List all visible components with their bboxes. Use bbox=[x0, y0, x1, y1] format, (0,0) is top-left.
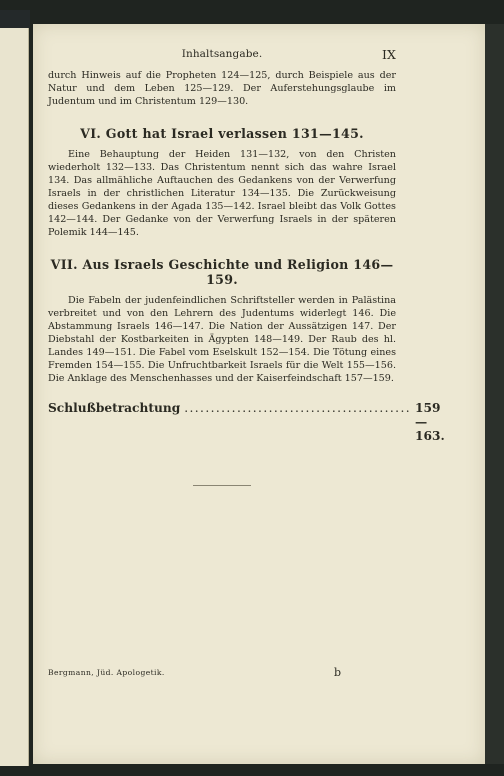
section-body-vi: Eine Behauptung der Heiden 131—132, von den Christen wiederholt 132—133. Das Christentum nennt sich das wahre Israel 134. Das allmähliche Auftauchen des Gedankens von der Verwerfung Israels in der christlichen Literatur 134—135. Die Zurückweisung dieses Gedankens in der Agada 135—142. Israel bleibt das Volk Gottes 142—144. Der Gedanke von der Verwerfung Israels in der späteren Polemik 144—145. bbox=[48, 149, 396, 238]
section-heading-vii: VII. Aus Israels Geschichte und Religion 146—159. bbox=[50, 257, 394, 287]
footer-imprint: Bergmann, Jüd. Apologetik. bbox=[48, 668, 165, 677]
closing-rule bbox=[193, 485, 251, 486]
section-heading-vi: VI. Gott hat Israel verlassen 131—145. bbox=[80, 126, 364, 141]
page-content bbox=[48, 47, 445, 486]
running-head bbox=[48, 48, 396, 62]
book-spine bbox=[485, 24, 504, 764]
signature-mark: b bbox=[334, 666, 342, 679]
conclusion-leader-dots: ........................................... bbox=[184, 401, 412, 415]
conclusion-pages: 159—163. bbox=[415, 401, 445, 443]
page-numeral: IX bbox=[381, 47, 396, 62]
page-footer bbox=[48, 668, 396, 682]
previous-page-edge bbox=[0, 10, 29, 766]
continuation-paragraph: durch Hinweis auf die Propheten 124—125, durch Beispiele aus der Natur und dem Leben 125—129. Der Auferstehungsglaube im Judentum und im Christentum 129—130. bbox=[48, 70, 396, 107]
running-head-title: Inhaltsangabe. bbox=[181, 48, 263, 60]
binding-tab bbox=[0, 10, 30, 28]
section-body-vii: Die Fabeln der judenfeindlichen Schriftsteller werden in Palästina verbreitet und von den Lehrern des Judentums widerlegt 146. Die Abstammung Israels 146—147. Die Nation der Aussätzigen 147. Der Diebstahl der Kostbarkeiten in Ägypten 148—149. Der Raub des hl. Landes 149—151. Die Fabel vom Eselskult 152—154. Die Tötung eines Fremden 154—155. Die Unfruchtbarkeit Israels für die Welt 155—156. Die Anklage des Menschenhasses und der Kaiserfeindschaft 157—159. bbox=[48, 295, 396, 384]
conclusion-title: Schlußbetrachtung bbox=[48, 401, 181, 415]
conclusion-entry bbox=[48, 401, 445, 443]
